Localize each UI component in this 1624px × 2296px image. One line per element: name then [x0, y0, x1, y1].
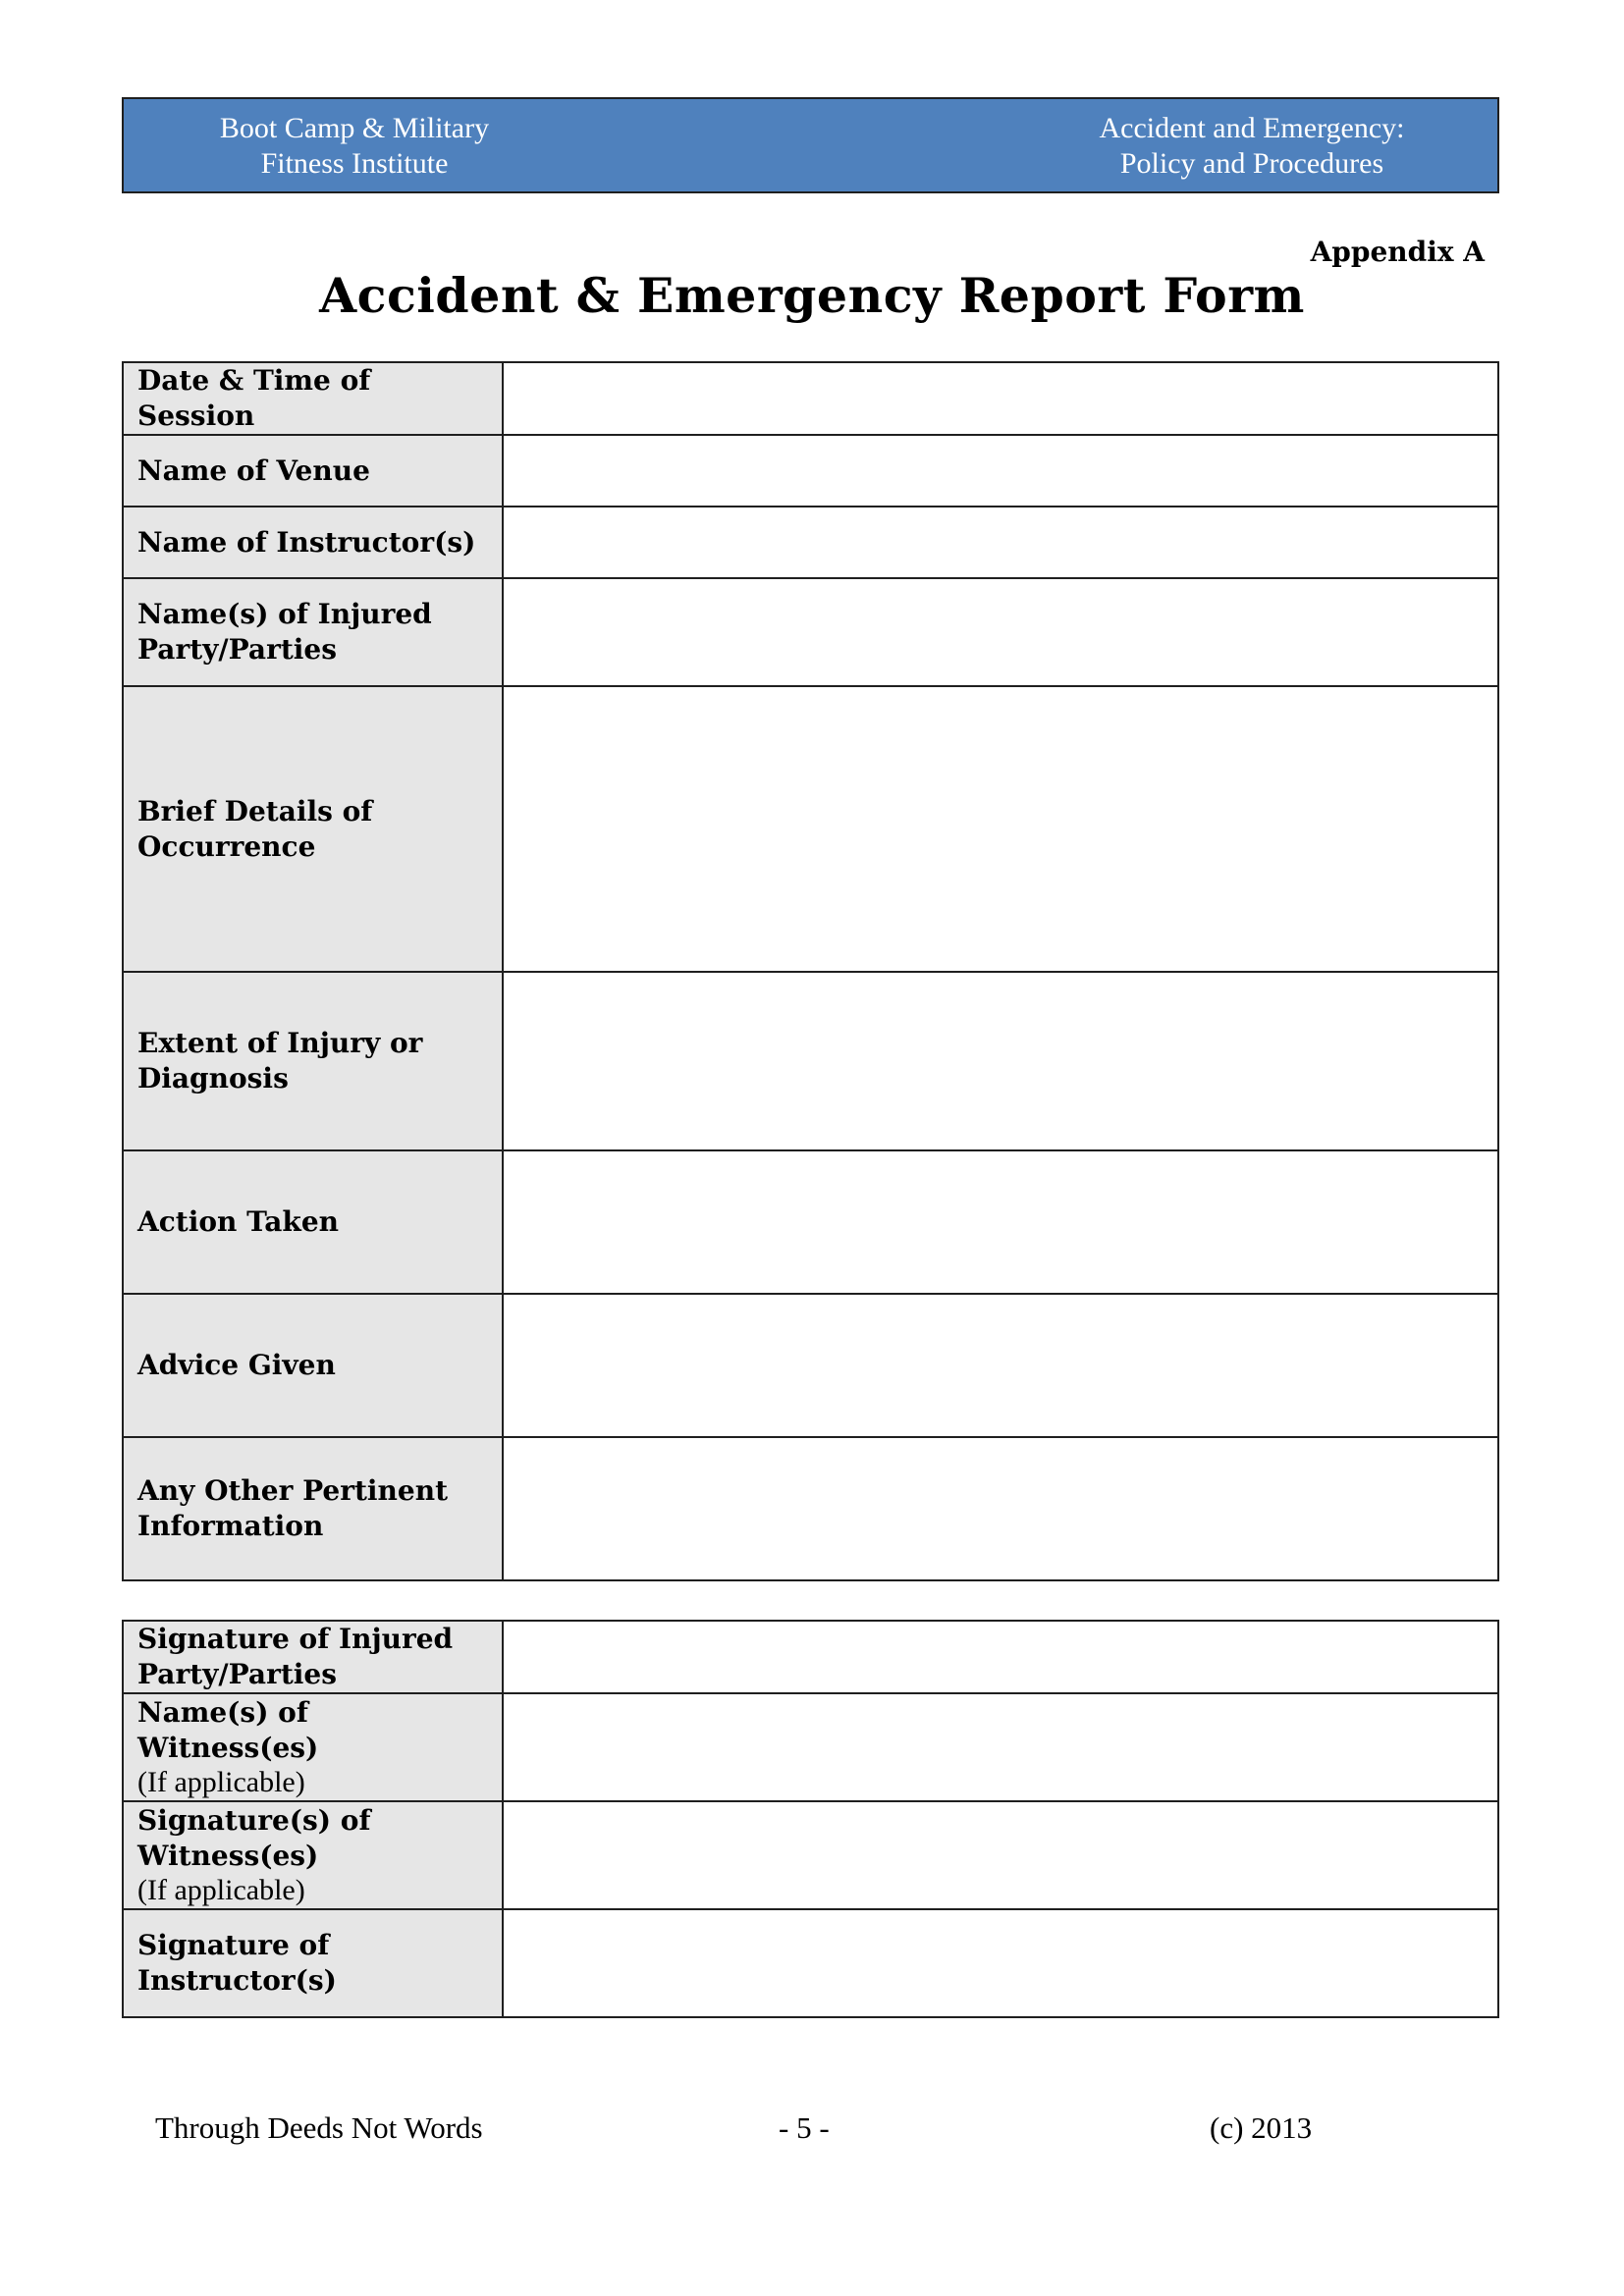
sign-row-instructor: [123, 1909, 1498, 2017]
form-label-injured-party: Name(s) of Injured Party/Parties: [123, 578, 503, 686]
header-document-title: [1006, 111, 1497, 182]
sign-label-witness-signatures-note: (If applicable): [137, 1874, 305, 1906]
page-title: Accident & Emergency Report Form: [319, 267, 1305, 324]
form-field-advice[interactable]: [503, 1294, 1498, 1437]
sign-field-injured-party[interactable]: [503, 1621, 1498, 1693]
form-row-other-info: [123, 1437, 1498, 1580]
sign-label-injured-party: [123, 1621, 503, 1693]
header-organization: [124, 111, 585, 182]
form-field-other-info[interactable]: [503, 1437, 1498, 1580]
form-label-instructor: Name of Instructor(s): [123, 507, 503, 578]
form-field-occurrence[interactable]: [503, 686, 1498, 972]
document-header-band: [122, 97, 1499, 193]
appendix-label: Appendix A: [1310, 236, 1485, 268]
signature-table: [122, 1620, 1499, 2018]
header-org-line1: Boot Camp & Military: [219, 112, 490, 144]
sign-label-witness-signatures-text: Signature(s) of Witness(es): [137, 1804, 371, 1872]
footer-copyright: (c) 2013: [1210, 2110, 1313, 2145]
footer-motto: Through Deeds Not Words: [155, 2110, 483, 2145]
form-row-injured-party: [123, 578, 1498, 686]
form-field-injury[interactable]: [503, 972, 1498, 1150]
form-row-venue: [123, 435, 1498, 507]
report-form-table: [122, 361, 1499, 1581]
header-org-line2: Fitness Institute: [260, 147, 449, 180]
form-row-instructor: [123, 507, 1498, 578]
form-field-date-time[interactable]: [503, 362, 1498, 435]
form-label-date-time: Date & Time of Session: [123, 362, 503, 435]
sign-label-witness-names-text: Name(s) of Witness(es): [137, 1696, 319, 1764]
sign-label-injured-party-text: Signature of Injured Party/Parties: [137, 1623, 454, 1690]
form-field-instructor[interactable]: [503, 507, 1498, 578]
sign-label-instructor-text: Signature of Instructor(s): [137, 1929, 337, 1997]
form-label-venue: Name of Venue: [123, 435, 503, 507]
form-field-injured-party[interactable]: [503, 578, 1498, 686]
sign-field-witness-signatures[interactable]: [503, 1801, 1498, 1909]
page-footer: [0, 2110, 1624, 2154]
form-label-action: Action Taken: [123, 1150, 503, 1294]
form-label-occurrence: Brief Details of Occurrence: [123, 686, 503, 972]
footer-page-number: - 5 -: [779, 2110, 830, 2145]
sign-label-instructor: [123, 1909, 503, 2017]
form-row-action: [123, 1150, 1498, 1294]
sign-label-witness-names-note: (If applicable): [137, 1766, 305, 1798]
form-field-action[interactable]: [503, 1150, 1498, 1294]
form-row-date-time: [123, 362, 1498, 435]
sign-row-injured-party: [123, 1621, 1498, 1693]
form-field-venue[interactable]: [503, 435, 1498, 507]
header-doc-line1: Accident and Emergency:: [1099, 112, 1405, 144]
form-row-occurrence: [123, 686, 1498, 972]
sign-label-witness-names: [123, 1693, 503, 1801]
sign-label-witness-signatures: [123, 1801, 503, 1909]
form-label-injury: Extent of Injury or Diagnosis: [123, 972, 503, 1150]
sign-row-witness-signatures: [123, 1801, 1498, 1909]
form-label-other-info: Any Other Pertinent Information: [123, 1437, 503, 1580]
header-doc-line2: Policy and Procedures: [1119, 147, 1384, 180]
form-row-advice: [123, 1294, 1498, 1437]
sign-field-instructor[interactable]: [503, 1909, 1498, 2017]
sign-row-witness-names: [123, 1693, 1498, 1801]
form-label-advice: Advice Given: [123, 1294, 503, 1437]
form-row-injury: [123, 972, 1498, 1150]
sign-field-witness-names[interactable]: [503, 1693, 1498, 1801]
